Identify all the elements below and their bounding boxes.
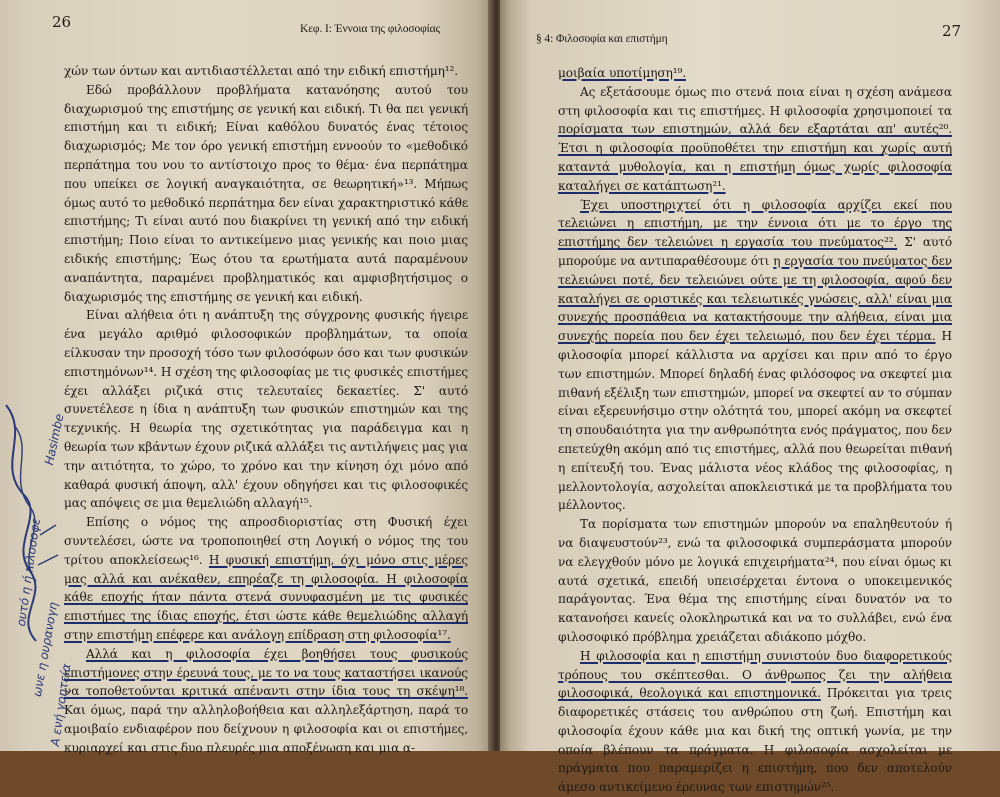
text-run: Ας εξετάσουμε όμως πιο στενά ποια είναι η σχέση ανάμεσα στη φιλοσοφία και τις επιστήμες. Η φιλοσοφία χρησιμοποιεί τα (558, 84, 952, 118)
margin-note-4: Α ενή γοητεία (47, 663, 74, 748)
left-page-paragraph (64, 513, 468, 645)
right-page (500, 0, 1000, 795)
text-run: Είναι αλήθεια ότι η ανάπτυξη της σύγχρονης φυσικής ήγειρε ένα μεγάλο αριθμό φιλοσοφικών προβλημάτων, τα οποία είλκυσαν την προσοχή τόσο των φιλοσόφων όσο και των φυσικών επιστημόνων¹⁴. Η σχέση της φιλοσοφίας με τις φυσικές επιστήμες έχει αλλάξει ριζικά στις τελευταίες δεκαετίες. Σ' αυτό συνετέλεσε η ίδια η ανάπτυξη των φυσικών επιστημών και της τεχνικής. Η θεωρία της σχετικότητας για παράδειγμα και η θεωρία των κβάντων έχουν ριζικά αλλάξει τις αντιλήψεις μας για την αιτιότητα, το χώρο, το χρόνο και την κίνηση όχι μόνο από καθαρά φυσική άποψη, αλλ' έχουν οδηγήσει και τις φιλοσοφικές μας απόψεις σε μια θεμελιώδη αλλαγή¹⁵. (64, 308, 468, 511)
margin-note-1: Hasimbe (41, 412, 67, 467)
underlined-passage: πορίσματα των επιστημών, αλλά δεν εξαρτάται απ' αυτές²⁰. Έτσι η φιλοσοφία προϋποθέτει την επιστήμη και χωρίς αυτή καταντά μυθολογία, και η επιστήμη όμως χωρίς φιλοσοφία καταλήγει σε κατάπτωση²¹. (558, 122, 952, 193)
left-page (0, 0, 492, 755)
left-page-text (64, 62, 468, 757)
right-running-head: § 4: Φιλοσοφία και επιστήμη (536, 33, 668, 45)
underlined-passage: Η φυσική επιστήμη, όχι μόνο στις μέρες μας αλλά και ανέκαθεν, επηρέαζε τη φιλοσοφία. Η φιλοσοφία κάθε εποχής ήταν πάντα στενά συνυφασμένη με τις φυσικές επιστήμες της ίδιας εποχής, έτσι ώστε κάθε θεμελιώδης αλλαγή στην επιστήμη επέφερε και ανάλογη επίδραση στη φιλοσοφία¹⁷. (64, 552, 469, 642)
underlined-passage: Αλλά και η φιλοσοφία έχει βοηθήσει τους φυσικούς επιστήμονες στην έρευνά τους, με το να τους καταστήσει ικανούς να τοποθετούνται κριτικά απέναντι στην ίδια τους τη σκέψη¹⁸. (64, 646, 468, 699)
right-page-paragraph (558, 64, 952, 83)
underlined-passage: Η φιλοσοφία και η επιστήμη συνιστούν δυο διαφορετικούς τρόπους του σκέπτεσθαι. Ο άνθρωπος ζει την αλήθεια φιλοσοφικά, θεολογικά και επιστημονικά. (558, 648, 952, 701)
underlined-passage: μοιβαία υποτίμηση¹⁹. (558, 66, 686, 80)
margin-note-3: ωνε η ουρανογη (29, 601, 61, 698)
right-page-text (558, 64, 952, 797)
left-running-head: Κεφ. Ι: Έννοια της φιλοσοφίας (300, 23, 441, 35)
right-page-paragraph (558, 647, 952, 797)
text-run: Σ' αυτό μπορούμε να αντιπαραθέσουμε ότι (558, 235, 952, 268)
text-run: Τα πορίσματα των επιστημών μπορούν να επαληθευτούν ή να διαψευστούν²³, ενώ τα φιλοσοφικά συμπεράσματα μπορούν να ελεγχθούν μόνο με λογικά επιχειρήματα²⁴, που είναι όμως κι αυτά σχετικά, επειδή υπεισέρχεται έντονα ο υποκειμενικός παράγοντας. Ένα θέμα της επιστήμης είναι δυνατόν να το κατανοήσει κανείς ολοκληρωτικά και να το συλλάβει, ενώ ένα φιλοσοφικό πρόβλημα χρειάζεται αδιάκοπο μόχθο. (558, 517, 952, 644)
left-page-paragraph (64, 645, 468, 758)
right-page-paragraph (558, 515, 952, 647)
text-run: Και όμως, παρά την αλληλοβοήθεια και αλληλεξάρτηση, παρά το αμοιβαίο ενδιαφέρον που δείχνουν η φιλοσοφία και οι επιστήμες, κυριαρχεί και στις δυο πλευρές μια αποξένωση και μια α- (64, 703, 468, 755)
handwritten-margin-notes (0, 395, 74, 751)
left-page-number: 26 (52, 13, 71, 31)
underlined-passage: Έχει υποστηριχτεί ότι η φιλοσοφία αρχίζει εκεί που τελειώνει η επιστήμη, με την έννοια ότι με το έργο της επιστήμης δεν τελειώνει η εργασία του πνεύματος²². (558, 197, 952, 250)
left-page-paragraph (64, 306, 468, 513)
margin-note-2: ουτό η ή πιλοσοφε (13, 517, 43, 628)
text-run: Εδώ προβάλλουν προβλήματα κατανόησης αυτού του διαχωρισμού της επιστήμης σε γενική και ειδική. Τι θα πει γενική επιστήμη και τι ειδική; Είναι καθόλου δυνατός ένας τέτοιος διαχωρισμός; Με τον όρο γενική επιστήμη εννοούν το «μεθοδικό περπάτημα του νου το αντίστοιχο προς το θέμα· ένα περπάτημα που υπείκει σε λογική αναγκαιότητα, σε θεωρητική»¹³. Μήπως όμως αυτό το μεθοδικό περπάτημα δεν είναι χαρακτηριστικό κάθε επιστήμης; Τι είναι αυτό που διακρίνει τη γενική από την ειδική επιστήμη; Ποιο είναι το αντικείμενο μιας γενικής και ποιο μιας ειδικής επιστήμης; Έως ότου τα ερωτήματα αυτά παραμένουν αναπάντητα, παραμένει προβληματικός και αμφισβητήσιμος ο διαχωρισμός της επιστήμης σε γενική και ειδική. (64, 82, 468, 304)
left-page-paragraph (64, 81, 468, 307)
text-run: χών των όντων και αντιδιαστέλλεται από την ειδική επιστήμη¹². (64, 64, 458, 78)
left-page-paragraph (64, 62, 468, 81)
right-page-paragraph (558, 196, 952, 516)
right-page-paragraph (558, 83, 952, 196)
right-page-number: 27 (942, 22, 961, 40)
underlined-passage: η εργασία του πνεύματος δεν τελειώνει ποτέ, δεν τελειώνει ούτε με τη φιλοσοφία, αφού δεν καταλήγει σε οριστικές και τελειωτικές γνώσεις, αλλ' είναι μια συνεχής προσπάθεια να κατακτήσουμε την αλήθεια, είναι μια συνεχής πορεία που δεν έχει τελειωμό, που δεν έχει τέρμα. (558, 253, 952, 344)
text-run: Πρόκειται για τρεις διαφορετικές στάσεις του ανθρώπου στη ζωή. Επιστήμη και φιλοσοφία έχουν κάθε μια και δική της οπτική γωνία, με την οποία βλέπουν τα πράγματα. Η φιλοσοφία ασχολείται με πράγματα που παραμερίζει η επιστήμη, που δεν αποτελούν άμεσο αντικείμενο έρευνας των επιστημών²⁵. (558, 686, 952, 795)
text-run: Η φιλοσοφία μπορεί κάλλιστα να αρχίσει και πριν από το έργο των επιστημών. Μπορεί δηλαδή ένας φιλόσοφος να σκεφτεί μια πιθανή εξέλιξη των επιστημών, μπορεί να σκεφτεί αν το σύμπαν είναι εξερευνήσιμο στην ολότητά του, μπορεί ακόμη να σκεφτεί τη σπουδαιότητα για την ανθρωπότητα ενός πράγματος, που δεν επετεύχθη ακόμη από τις επιστήμες, αλλά που θεωρείται πιθανή η επίτευξή του. Ένας μάλιστα νέος κλάδος της φιλοσοφίας, η μελλοντολογία, ασχολείται αποκλειστικά με τα προβλήματα του μέλλοντος. (558, 329, 952, 513)
text-run: Επίσης ο νόμος της απροσδιοριστίας στη Φυσική έχει συντελέσει, ώστε να τροποποιηθεί στη Λογική ο νόμος της του τρίτου αποκλείσεως¹⁶. (64, 515, 468, 567)
